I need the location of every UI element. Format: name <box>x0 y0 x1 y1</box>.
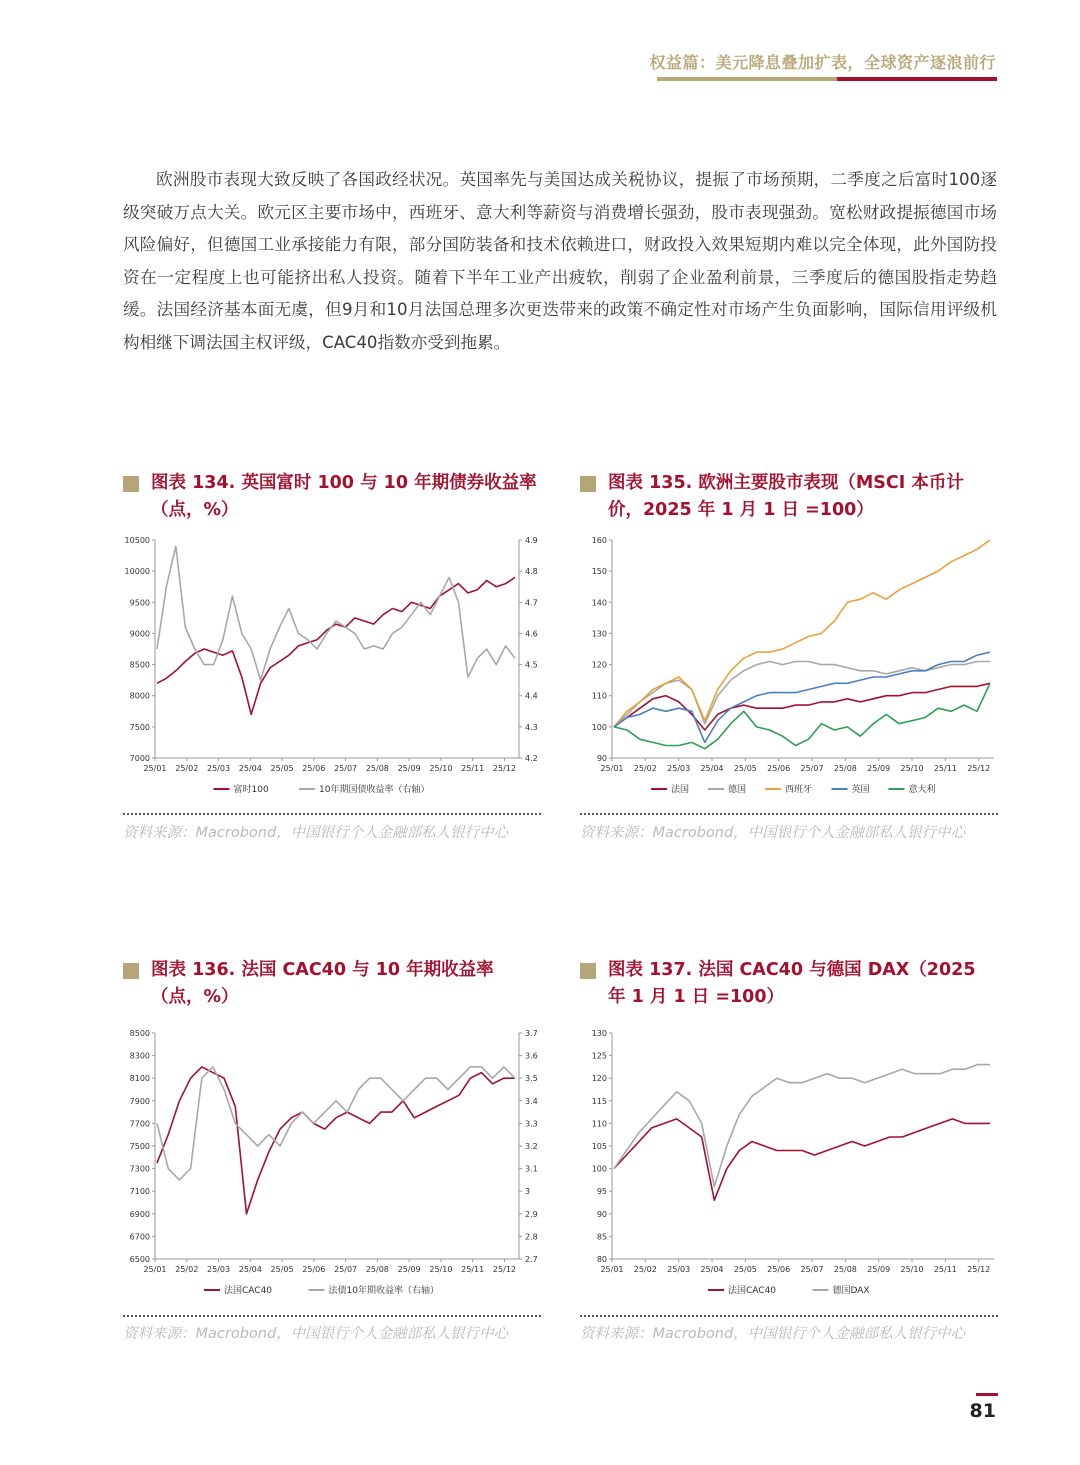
legend-label: 法债10年期收益率（右轴） <box>328 1286 439 1296</box>
x-tick-label: 25/10 <box>900 764 924 773</box>
x-tick-label: 25/11 <box>461 1265 485 1274</box>
body-paragraph-block <box>123 164 997 360</box>
series-line <box>157 546 515 680</box>
x-tick-label: 25/08 <box>833 1265 857 1274</box>
y-tick-label: 7700 <box>129 1119 150 1129</box>
y-tick-label: 160 <box>591 536 607 545</box>
x-tick-label: 25/07 <box>800 764 824 773</box>
legend-label: 10年期国债收益率（右轴） <box>319 785 430 795</box>
y-tick-label: 8300 <box>129 1051 150 1061</box>
x-tick-label: 25/01 <box>600 764 624 773</box>
y-tick-label: 9000 <box>129 629 150 639</box>
dotted-divider <box>580 1315 998 1317</box>
x-tick-label: 25/11 <box>933 764 957 773</box>
figure-135 <box>580 470 998 841</box>
y2-tick-label: 2.7 <box>525 1255 538 1264</box>
dotted-divider <box>123 1315 541 1317</box>
figure-title-text: 图表 136. 法国 CAC40 与 10 年期收益率（点，%） <box>151 960 494 1007</box>
y-tick-label: 130 <box>591 1029 607 1038</box>
y-tick-label: 115 <box>591 1096 607 1106</box>
x-tick-label: 25/07 <box>334 1265 358 1274</box>
title-marker-square <box>123 963 139 979</box>
y-tick-label: 150 <box>591 567 607 577</box>
title-marker-square <box>123 476 139 492</box>
figure-title <box>123 470 541 524</box>
x-tick-label: 25/06 <box>302 764 326 773</box>
page-number: 81 <box>969 1400 996 1422</box>
y2-tick-label: 2.8 <box>525 1232 538 1242</box>
y2-tick-label: 4.5 <box>525 660 538 670</box>
y-tick-label: 8100 <box>129 1074 150 1084</box>
source-note: 资料来源：Macrobond，中国银行个人金融部私人银行中心 <box>580 825 966 841</box>
y-tick-label: 125 <box>591 1051 607 1061</box>
y-tick-label: 130 <box>591 629 607 639</box>
y-tick-label: 8500 <box>129 660 150 670</box>
x-tick-label: 25/12 <box>967 764 991 773</box>
legend-label: 德国 <box>728 785 747 795</box>
y-tick-label: 8000 <box>129 691 150 701</box>
y2-tick-label: 3.4 <box>525 1096 538 1106</box>
legend-label: 法国CAC40 <box>224 1286 273 1296</box>
x-tick-label: 25/01 <box>600 1265 624 1274</box>
figure-136 <box>123 957 541 1342</box>
x-tick-label: 25/01 <box>143 1265 167 1274</box>
x-tick-label: 25/06 <box>767 764 791 773</box>
y2-tick-label: 3.1 <box>525 1164 538 1174</box>
x-tick-label: 25/09 <box>867 1265 891 1274</box>
y2-tick-label: 3.5 <box>525 1074 538 1084</box>
header-rule-red <box>837 77 997 81</box>
dotted-divider <box>580 813 998 815</box>
x-tick-label: 25/01 <box>143 764 167 773</box>
x-tick-label: 25/11 <box>461 764 485 773</box>
y2-tick-label: 3 <box>525 1187 531 1197</box>
legend-label: 富时100 <box>233 785 269 795</box>
series-line <box>157 1067 515 1180</box>
y-tick-label: 85 <box>596 1232 607 1242</box>
y2-tick-label: 3.3 <box>525 1119 538 1129</box>
y-tick-label: 10000 <box>124 567 150 577</box>
y-tick-label: 7000 <box>129 754 150 763</box>
y2-tick-label: 4.2 <box>525 754 538 763</box>
x-tick-label: 25/03 <box>207 764 231 773</box>
x-tick-label: 25/05 <box>733 1265 757 1274</box>
y2-tick-label: 4.8 <box>525 567 538 577</box>
x-tick-label: 25/05 <box>270 1265 294 1274</box>
y-tick-label: 110 <box>591 691 607 701</box>
x-tick-label: 25/12 <box>492 764 516 773</box>
series-line <box>157 577 515 714</box>
y2-tick-label: 3.6 <box>525 1051 538 1061</box>
source-note: 资料来源：Macrobond，中国银行个人金融部私人银行中心 <box>123 825 509 841</box>
x-tick-label: 25/07 <box>334 764 358 773</box>
y-tick-label: 90 <box>596 754 607 763</box>
header-rule-gold <box>657 77 837 81</box>
x-tick-label: 25/03 <box>667 764 691 773</box>
x-tick-label: 25/03 <box>667 1265 691 1274</box>
x-tick-label: 25/04 <box>238 1265 262 1274</box>
series-line <box>614 683 990 748</box>
x-tick-label: 25/10 <box>900 1265 924 1274</box>
x-tick-label: 25/10 <box>429 1265 453 1274</box>
figure-title-text: 图表 135. 欧洲主要股市表现（MSCI 本币计价，2025 年 1 月 1 日 =100） <box>608 473 964 520</box>
y2-tick-label: 4.9 <box>525 536 538 545</box>
y-tick-label: 120 <box>591 1074 607 1084</box>
y-tick-label: 7300 <box>129 1164 150 1174</box>
x-tick-label: 25/08 <box>365 1265 389 1274</box>
y-tick-label: 10500 <box>124 536 150 545</box>
y-tick-label: 6700 <box>129 1232 150 1242</box>
x-tick-label: 25/07 <box>800 1265 824 1274</box>
chart-137 <box>580 1025 1000 1305</box>
y-tick-label: 105 <box>591 1142 607 1151</box>
x-tick-label: 25/05 <box>270 764 294 773</box>
legend-label: 西班牙 <box>785 785 813 795</box>
source-note: 资料来源：Macrobond，中国银行个人金融部私人银行中心 <box>123 1326 509 1342</box>
y-tick-label: 80 <box>596 1255 607 1264</box>
y-tick-label: 110 <box>591 1119 607 1129</box>
x-tick-label: 25/02 <box>633 764 657 773</box>
figure-title-text: 图表 137. 法国 CAC40 与德国 DAX（2025 年 1 月 1 日 =100） <box>608 960 976 1007</box>
y-tick-label: 90 <box>596 1209 607 1219</box>
y-tick-label: 8500 <box>129 1029 150 1038</box>
y-tick-label: 100 <box>591 1164 607 1174</box>
x-tick-label: 25/02 <box>633 1265 657 1274</box>
y-tick-label: 6500 <box>129 1255 150 1264</box>
y-tick-label: 9500 <box>129 598 150 608</box>
legend-label: 意大利 <box>908 785 936 795</box>
x-tick-label: 25/04 <box>700 764 724 773</box>
figure-134 <box>123 470 541 841</box>
dotted-divider <box>123 813 541 815</box>
y-tick-label: 7900 <box>129 1096 150 1106</box>
legend-label: 法国CAC40 <box>728 1286 777 1296</box>
x-tick-label: 25/06 <box>302 1265 326 1274</box>
y2-tick-label: 4.4 <box>525 691 538 701</box>
title-marker-square <box>580 963 596 979</box>
legend-label: 法国 <box>671 785 690 795</box>
legend-label: 德国DAX <box>832 1286 870 1296</box>
figure-title <box>123 957 541 1011</box>
figure-137 <box>580 957 998 1342</box>
x-tick-label: 25/03 <box>207 1265 231 1274</box>
series-line <box>157 1067 515 1214</box>
chart-136 <box>123 1025 543 1305</box>
x-tick-label: 25/08 <box>833 764 857 773</box>
figure-title <box>580 470 998 524</box>
x-tick-label: 25/09 <box>867 764 891 773</box>
x-tick-label: 25/12 <box>967 1265 991 1274</box>
x-tick-label: 25/06 <box>767 1265 791 1274</box>
source-note: 资料来源：Macrobond，中国银行个人金融部私人银行中心 <box>580 1326 966 1342</box>
x-tick-label: 25/05 <box>733 764 757 773</box>
y-tick-label: 95 <box>596 1187 607 1197</box>
x-tick-label: 25/02 <box>175 1265 199 1274</box>
series-line <box>614 1119 990 1200</box>
y2-tick-label: 4.3 <box>525 722 538 732</box>
y2-tick-label: 3.2 <box>525 1142 538 1151</box>
x-tick-label: 25/08 <box>365 764 389 773</box>
legend-label: 英国 <box>851 785 870 795</box>
y-tick-label: 7500 <box>129 1142 150 1151</box>
series-line <box>614 662 990 727</box>
x-tick-label: 25/04 <box>238 764 262 773</box>
chart-135 <box>580 532 1000 804</box>
page-header-title: 权益篇：美元降息叠加扩表，全球资产逐浪前行 <box>649 53 996 72</box>
title-marker-square <box>580 476 596 492</box>
x-tick-label: 25/10 <box>429 764 453 773</box>
x-tick-label: 25/04 <box>700 1265 724 1274</box>
y-tick-label: 6900 <box>129 1209 150 1219</box>
y-tick-label: 7500 <box>129 722 150 732</box>
y-tick-label: 7100 <box>129 1187 150 1197</box>
x-tick-label: 25/09 <box>397 764 421 773</box>
body-paragraph: 欧洲股市表现大致反映了各国政经状况。英国率先与美国达成关税协议，提振了市场预期，二季度之后富时100逐级突破万点大关。欧元区主要市场中，西班牙、意大利等薪资与消费增长强劲，股市表现强劲。宽松财政提振德国市场风险偏好，但德国工业承接能力有限，部分国防装备和技术依赖进口，财政投入效果短期内难以完全体现，此外国防投资在一定程度上也可能挤出私人投资。随着下半年工业产出疲软，削弱了企业盈利前景，三季度后的德国股指走势趋缓。法国经济基本面无虞，但9月和10月法国总理多次更迭带来的政策不确定性对市场产生负面影响，国际信用评级机构相继下调法国主权评级，CAC40指数亦受到拖累。 <box>123 170 997 352</box>
y2-tick-label: 3.7 <box>525 1029 538 1038</box>
figure-title <box>580 957 998 1011</box>
x-tick-label: 25/09 <box>397 1265 421 1274</box>
page-number-mark <box>976 1393 998 1396</box>
series-line <box>614 540 990 727</box>
y2-tick-label: 2.9 <box>525 1209 538 1219</box>
figure-title-text: 图表 134. 英国富时 100 与 10 年期债券收益率（点，%） <box>151 473 537 520</box>
chart-134 <box>123 532 543 804</box>
y-tick-label: 100 <box>591 722 607 732</box>
y-tick-label: 140 <box>591 598 607 608</box>
x-tick-label: 25/12 <box>492 1265 516 1274</box>
y2-tick-label: 4.6 <box>525 629 538 639</box>
x-tick-label: 25/02 <box>175 764 199 773</box>
y-tick-label: 120 <box>591 660 607 670</box>
y2-tick-label: 4.7 <box>525 598 538 608</box>
x-tick-label: 25/11 <box>933 1265 957 1274</box>
